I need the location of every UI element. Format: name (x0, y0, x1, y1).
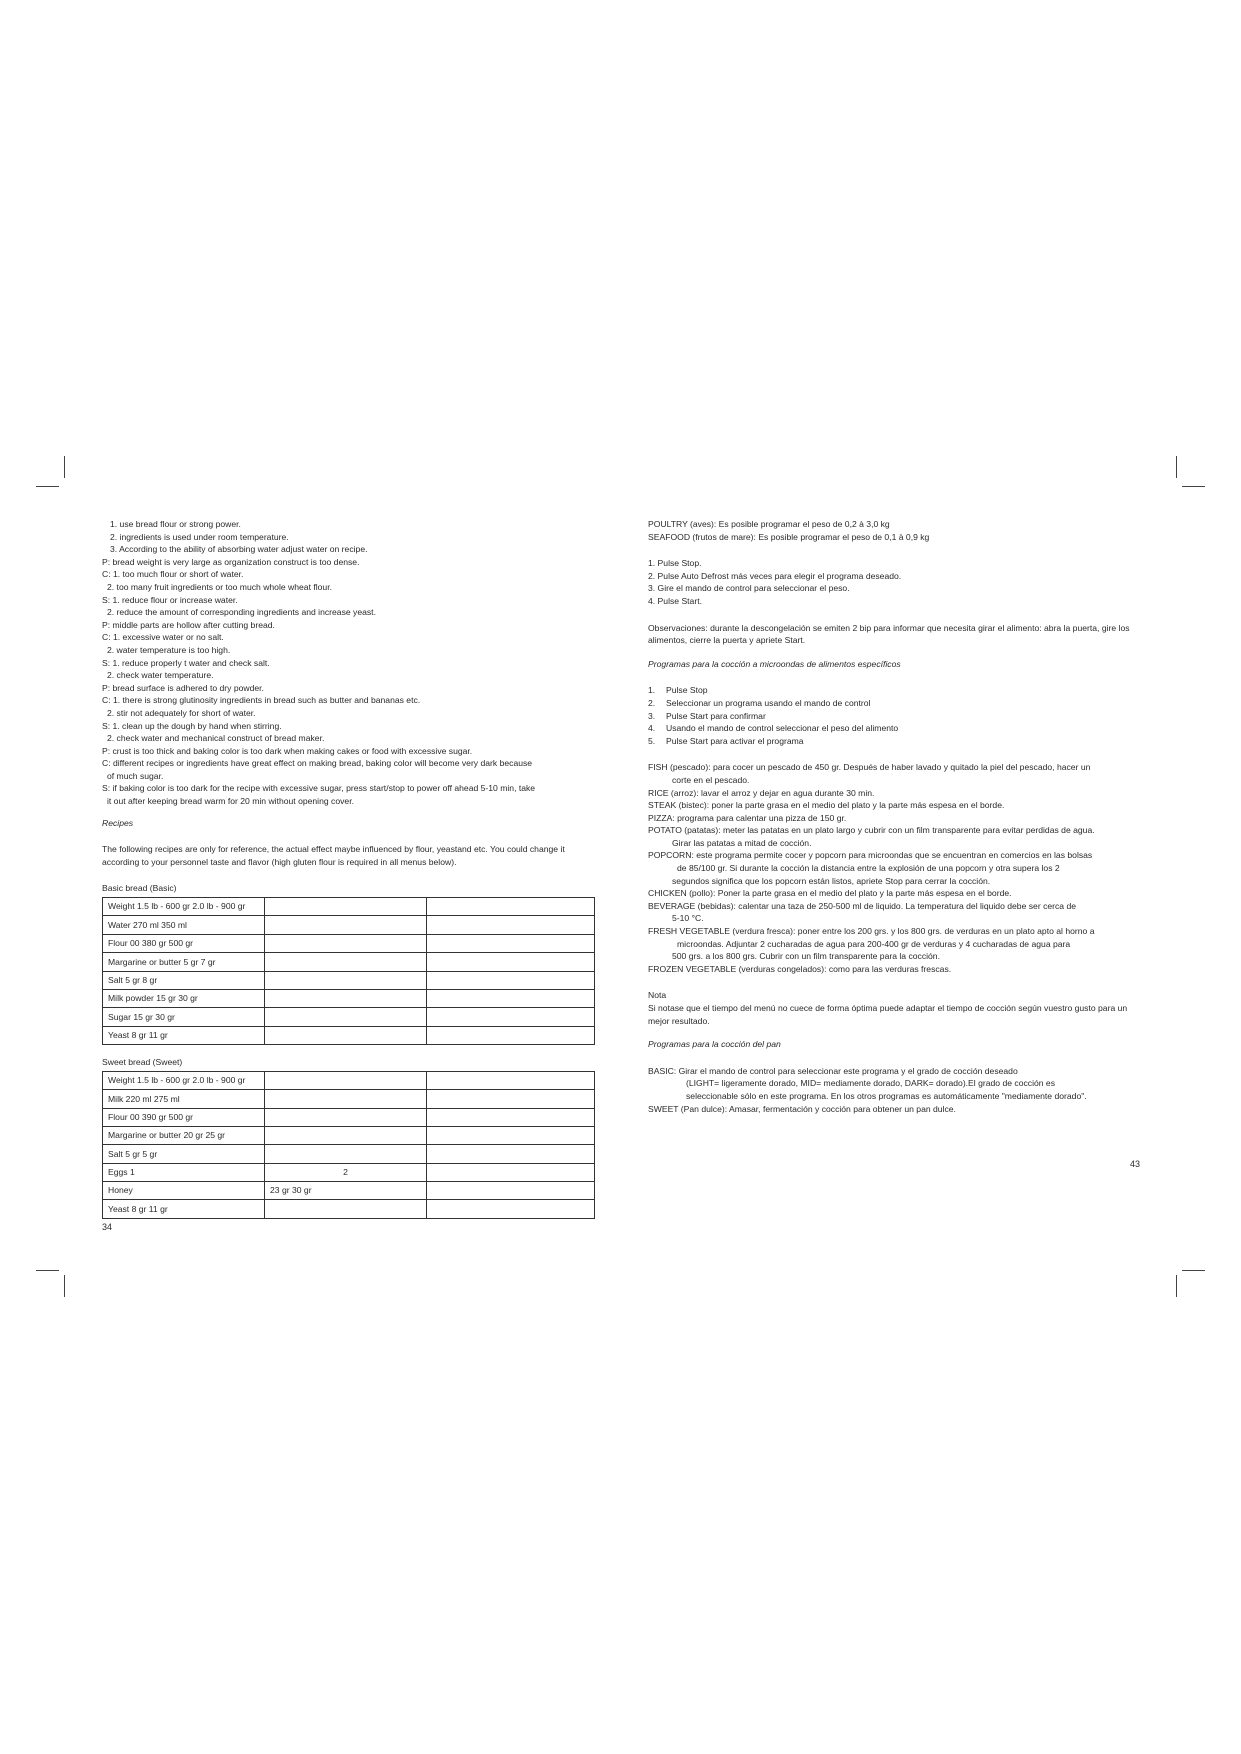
crop-mark (1182, 1270, 1205, 1271)
step-text: Seleccionar un programa usando el mando de control (666, 697, 871, 708)
crop-mark (64, 1275, 65, 1297)
page-number-right: 43 (1129, 1159, 1140, 1170)
table-cell (427, 1163, 595, 1181)
food-programs-list (648, 761, 1140, 975)
program-line: CHICKEN (pollo): Poner la parte grasa en el medio del plato y la parte más espesa en el borde. (648, 888, 1012, 899)
step-text: Pulse Start para confirmar (666, 710, 766, 721)
table-cell (265, 1026, 427, 1044)
table-row (103, 916, 595, 934)
troubleshoot-line: P: bread weight is very large as organization construct is too dense. (102, 556, 360, 567)
step-text: Pulse Stop (666, 685, 708, 696)
table-cell (265, 1145, 427, 1163)
troubleshoot-line: 1. use bread flour or strong power. (110, 519, 241, 529)
table-cell (427, 953, 595, 971)
table-row (103, 1090, 595, 1108)
troubleshoot-line: S: 1. reduce properly t water and check salt. (102, 657, 270, 668)
table-cell (265, 953, 427, 971)
table-row (103, 934, 595, 952)
crop-mark (36, 1270, 59, 1271)
sweet-table-caption: Sweet bread (Sweet) (102, 1057, 183, 1068)
weight-list (648, 518, 1140, 543)
table-row (103, 1026, 595, 1044)
troubleshoot-line: S: if baking color is too dark for the recipe with excessive sugar, press start/stop to power off ahead 5-10 min, take (102, 783, 536, 794)
troubleshoot-line: P: bread surface is adhered to dry powder. (102, 682, 264, 693)
table-cell: Weight 1.5 lb - 600 gr 2.0 lb - 900 gr (103, 1071, 265, 1089)
crop-mark (1182, 486, 1205, 487)
crop-mark (1176, 1275, 1177, 1297)
troubleshoot-line: C: 1. there is strong glutinosity ingredients in bread such as butter and bananas etc. (102, 695, 421, 706)
step-text: Pulse Start para activar el programa (666, 735, 804, 746)
troubleshoot-line: S: 1. reduce flour or increase water. (102, 594, 238, 605)
program-line: segundos significa que los popcorn están listos, apriete Stop para cerrar la cocción. (672, 875, 991, 886)
program-line: Girar las patatas a mitad de cocción. (672, 837, 812, 848)
program-line: microondas. Adjuntar 2 cucharadas de agua para 200-400 gr de verduras y 4 cucharadas de agua para (677, 938, 1071, 949)
defrost-step: 3. Gire el mando de control para seleccionar el peso. (648, 583, 850, 594)
table-cell (427, 916, 595, 934)
troubleshoot-line: C: 1. too much flour or short of water. (102, 569, 244, 580)
table-row (103, 1200, 595, 1218)
program-line: 500 grs. a los 800 grs. Cubrir con un film transparente para la cocción. (672, 951, 940, 962)
troubleshooting-list (102, 518, 594, 808)
table-cell: Flour 00 390 gr 500 gr (103, 1108, 265, 1126)
program-line: FROZEN VEGETABLE (verduras congelados): como para las verduras frescas. (648, 963, 952, 974)
table-cell (265, 1071, 427, 1089)
program-line: corte en el pescado. (672, 774, 750, 785)
table-cell (427, 971, 595, 989)
table-row (103, 898, 595, 916)
program-line: SWEET (Pan dulce): Amasar, fermentación y cocción para obtener un pan dulce. (648, 1103, 956, 1114)
troubleshoot-line: 2. ingredients is used under room temperature. (110, 531, 289, 542)
micro-step (648, 697, 1140, 710)
defrost-step: 1. Pulse Stop. (648, 558, 702, 569)
table-cell: Eggs 1 (103, 1163, 265, 1181)
micro-step (648, 710, 1140, 723)
troubleshoot-line: S: 1. clean up the dough by hand when stirring. (102, 720, 282, 731)
table-row (103, 989, 595, 1007)
troubleshoot-line: 2. water temperature is too high. (107, 644, 231, 655)
nota-text: Si notase que el tiempo del menú no cuece de forma óptima puede adaptar el tiempo de cocción según vuestro gusto para un mejor resultado. (648, 1003, 1128, 1026)
step-text: Usando el mando de control seleccionar el peso del alimento (666, 723, 899, 734)
micro-step (648, 684, 1140, 697)
troubleshoot-line: it out after keeping bread warm for 20 min without opening cover. (107, 796, 354, 807)
troubleshoot-line: 2. too many fruit ingredients or too much whole wheat flour. (107, 581, 332, 592)
table-cell (427, 1145, 595, 1163)
crop-mark (36, 486, 59, 487)
table-cell (427, 989, 595, 1007)
micro-programs-heading: Programas para la cocción a microondas de alimentos específicos (648, 658, 901, 669)
troubleshoot-line: P: middle parts are hollow after cutting bread. (102, 619, 275, 630)
program-line: (LIGHT= ligeramente dorado, MID= mediamente dorado, DARK= dorado).El grado de cocción es (686, 1078, 1056, 1089)
basic-table-caption: Basic bread (Basic) (102, 883, 177, 894)
basic-bread-table (102, 897, 595, 1045)
recipes-intro: The following recipes are only for reference, the actual effect maybe influenced by flour, yeastand etc. You could change it according to your personnel taste and flavor (high gluten flour is required in all menus below). (102, 844, 565, 867)
table-cell (427, 898, 595, 916)
program-line: BASIC: Girar el mando de control para seleccionar este programa y el grado de cocción deseado (648, 1065, 1018, 1076)
table-cell: 23 gr 30 gr (265, 1182, 427, 1200)
troubleshoot-line: 2. check water temperature. (107, 670, 214, 681)
table-cell: Margarine or butter 5 gr 7 gr (103, 953, 265, 971)
right-page (648, 518, 1140, 1171)
table-cell (427, 934, 595, 952)
table-cell (427, 1090, 595, 1108)
bread-programs-list (648, 1065, 1140, 1115)
defrost-step: 4. Pulse Start. (648, 595, 702, 606)
table-cell (427, 1026, 595, 1044)
recipes-heading: Recipes (102, 817, 134, 828)
table-cell (427, 1008, 595, 1026)
program-line: POTATO (patatas): meter las patatas en un plato largo y cubrir con un film transparente para evitar perdidas de agua. (648, 825, 1095, 836)
table-row (103, 1182, 595, 1200)
troubleshoot-line: 2. check water and mechanical construct of bread maker. (107, 733, 325, 744)
step-number: 1. (648, 685, 656, 696)
crop-mark (64, 456, 65, 478)
step-number: 3. (648, 710, 656, 721)
crop-mark (1176, 456, 1177, 478)
table-row (103, 971, 595, 989)
nota-label: Nota (648, 990, 667, 1001)
table-cell (427, 1108, 595, 1126)
program-line: de 85/100 gr. Si durante la cocción la distancia entre la explosión de una popcorn y otra supera los 2 (677, 863, 1060, 874)
table-cell: Milk powder 15 gr 30 gr (103, 989, 265, 1007)
table-row (103, 1071, 595, 1089)
table-cell (265, 1008, 427, 1026)
table-cell: Yeast 8 gr 11 gr (103, 1026, 265, 1044)
program-line: FRESH VEGETABLE (verdura fresca): poner entre los 200 grs. y los 800 grs. de verduras en un plato apto al horno a (648, 926, 1095, 937)
table-cell (427, 1200, 595, 1218)
micro-step (648, 722, 1140, 735)
weight-line: POULTRY (aves): Es posible programar el peso de 0,2 à 3,0 kg (648, 519, 890, 529)
program-line: STEAK (bistec): poner la parte grasa en el medio del plato y la parte más espesa en el borde. (648, 800, 1005, 811)
sweet-bread-table (102, 1071, 595, 1219)
troubleshoot-line: C: different recipes or ingredients have great effect on making bread, baking color will become very dark because (102, 758, 533, 769)
table-row (103, 1145, 595, 1163)
table-cell: Sugar 15 gr 30 gr (103, 1008, 265, 1026)
step-number: 2. (648, 697, 656, 708)
table-cell (427, 1071, 595, 1089)
observations-text: Observaciones: durante la descongelación se emiten 2 bip para informar que necesita girar el alimento: abra la puerta, gire los alimentos, cierre la puerta y apriete Start. (648, 622, 1130, 646)
table-cell (427, 1182, 595, 1200)
step-number: 4. (648, 723, 656, 734)
table-cell: Yeast 8 gr 11 gr (103, 1200, 265, 1218)
table-cell: 2 (265, 1163, 427, 1181)
table-row (103, 1108, 595, 1126)
table-cell: Weight 1.5 lb - 600 gr 2.0 lb - 900 gr (103, 898, 265, 916)
table-cell: Salt 5 gr 8 gr (103, 971, 265, 989)
program-line: seleccionable sólo en este programa. En los otros programas es automáticamente "mediamente dorado". (686, 1090, 1087, 1101)
step-number: 5. (648, 735, 656, 746)
table-cell (265, 916, 427, 934)
program-line: RICE (arroz): lavar el arroz y dejar en agua durante 30 min. (648, 787, 875, 798)
table-cell (265, 1200, 427, 1218)
troubleshoot-line: P: crust is too thick and baking color is too dark when making cakes or food with excessive sugar. (102, 745, 473, 756)
troubleshoot-line: 3. According to the ability of absorbing water adjust water on recipe. (110, 544, 368, 555)
left-page (102, 518, 594, 1233)
page-number-left: 34 (102, 1221, 113, 1232)
table-cell (265, 934, 427, 952)
program-line: PIZZA: programa para calentar una pizza de 150 gr. (648, 812, 847, 823)
table-cell: Honey (103, 1182, 265, 1200)
table-row (103, 1126, 595, 1144)
troubleshoot-line: of much sugar. (107, 770, 164, 781)
table-cell: Margarine or butter 20 gr 25 gr (103, 1126, 265, 1144)
table-cell (265, 971, 427, 989)
table-cell (265, 1090, 427, 1108)
table-cell (427, 1126, 595, 1144)
table-cell (265, 898, 427, 916)
defrost-steps (648, 557, 1140, 607)
micro-step (648, 735, 1140, 748)
table-row (103, 953, 595, 971)
table-cell: Water 270 ml 350 ml (103, 916, 265, 934)
program-line: BEVERAGE (bebidas): calentar una taza de 250-500 ml de liquido. La temperatura del liquido debe ser cerca de (648, 900, 1077, 911)
defrost-step: 2. Pulse Auto Defrost más veces para elegir el programa deseado. (648, 570, 902, 581)
troubleshoot-line: 2. stir not adequately for short of water. (107, 707, 256, 718)
program-line: FISH (pescado): para cocer un pescado de 450 gr. Después de haber lavado y quitado la piel del pescado, hacer un (648, 762, 1091, 773)
table-cell: Flour 00 380 gr 500 gr (103, 934, 265, 952)
program-line: POPCORN: este programa permite cocer y popcorn para microondas que se encuentran en comercios en las bolsas (648, 850, 1093, 861)
table-cell: Milk 220 ml 275 ml (103, 1090, 265, 1108)
bread-programs-heading: Programas para la cocción del pan (648, 1039, 781, 1050)
table-row (103, 1008, 595, 1026)
micro-steps-list (648, 684, 1140, 747)
troubleshoot-line: C: 1. excessive water or no salt. (102, 632, 224, 643)
weight-line: SEAFOOD (frutos de mare): Es posible programar el peso de 0,1 à 0,9 kg (648, 531, 930, 542)
table-cell (265, 989, 427, 1007)
table-cell (265, 1108, 427, 1126)
troubleshoot-line: 2. reduce the amount of corresponding ingredients and increase yeast. (107, 607, 376, 618)
table-cell: Salt 5 gr 5 gr (103, 1145, 265, 1163)
table-cell (265, 1126, 427, 1144)
table-row (103, 1163, 595, 1181)
program-line: 5-10 °C. (672, 913, 704, 924)
